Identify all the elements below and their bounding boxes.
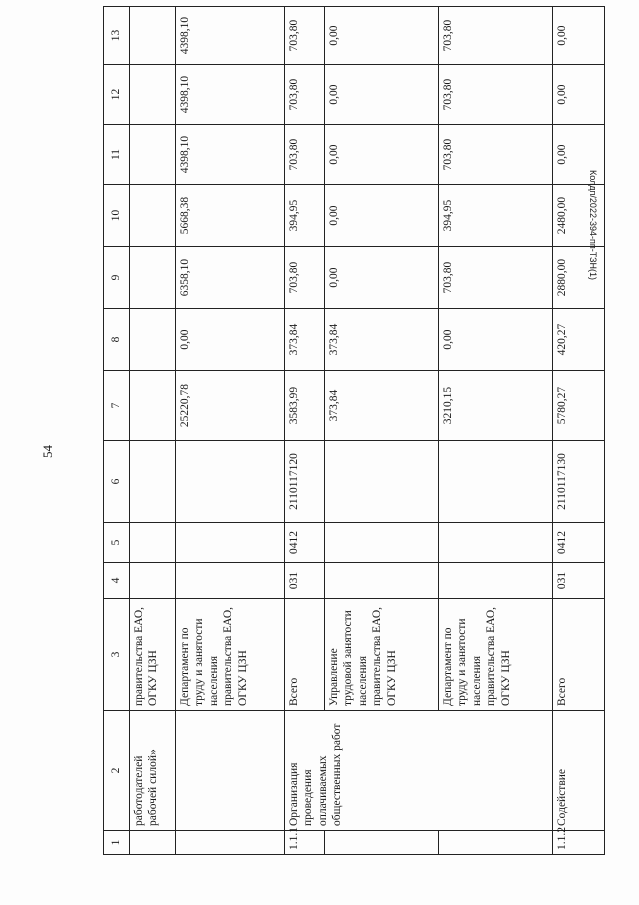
table-cell (130, 185, 176, 247)
table-row (553, 7, 605, 855)
table-cell: 3583,99 (285, 371, 325, 441)
table-cell: работодателей рабочей силой» (130, 711, 176, 831)
header-cell: 4 (104, 563, 130, 599)
table-cell: 0,00 (553, 65, 605, 125)
header-cell: 12 (104, 65, 130, 125)
header-cell: 10 (104, 185, 130, 247)
header-cell: 5 (104, 523, 130, 563)
table-cell: Всего (553, 599, 605, 711)
table-cell: 3210,15 (439, 371, 553, 441)
table-cell: 0,00 (439, 309, 553, 371)
table-cell: 2480,00 (553, 185, 605, 247)
table-cell: 394,95 (439, 185, 553, 247)
table-cell: Управление трудовой занятости населения правительства ЕАО, ОГКУ ЦЗН (325, 599, 439, 711)
table-cell (176, 831, 285, 855)
table-cell (176, 563, 285, 599)
table-cell: 4398,10 (176, 125, 285, 185)
table-cell (325, 441, 439, 523)
table-cell (130, 309, 176, 371)
table-cell: 703,80 (439, 7, 553, 65)
table-cell (130, 523, 176, 563)
table-cell: 0,00 (325, 7, 439, 65)
table-cell: Содействие (553, 711, 605, 831)
table-cell: 373,84 (285, 309, 325, 371)
table-cell: 703,80 (285, 247, 325, 309)
table-cell: 703,80 (285, 7, 325, 65)
table-cell (130, 125, 176, 185)
table-cell (176, 441, 285, 523)
table-cell: 1.1.2 (553, 831, 605, 855)
header-cell: 11 (104, 125, 130, 185)
table-cell: 25220,78 (176, 371, 285, 441)
table-row (176, 7, 285, 855)
header-cell: 13 (104, 7, 130, 65)
table-cell (176, 523, 285, 563)
table-cell: правительства ЕАО, ОГКУ ЦЗН (130, 599, 176, 711)
header-cell: 8 (104, 309, 130, 371)
table-cell (130, 7, 176, 65)
table-cell: 0,00 (325, 125, 439, 185)
table-cell (325, 831, 439, 855)
table-cell: 0,00 (325, 185, 439, 247)
table-cell: 2880,00 (553, 247, 605, 309)
table-cell: 0412 (285, 523, 325, 563)
table-cell (130, 831, 176, 855)
table-cell: 373,84 (325, 371, 439, 441)
table-cell: 4398,10 (176, 65, 285, 125)
header-cell: 9 (104, 247, 130, 309)
header-row (104, 7, 130, 855)
header-cell: 1 (104, 831, 130, 855)
table-cell: 2110117120 (285, 441, 325, 523)
table-cell: 6358,10 (176, 247, 285, 309)
page-number: 54 (40, 445, 55, 458)
header-cell: 7 (104, 371, 130, 441)
table-cell (130, 65, 176, 125)
table-cell (130, 563, 176, 599)
table-cell: 394,95 (285, 185, 325, 247)
table-row (285, 7, 325, 855)
table-cell (325, 523, 439, 563)
table-cell (325, 563, 439, 599)
table-cell (176, 711, 285, 831)
table-cell: 4398,10 (176, 7, 285, 65)
table-cell (130, 371, 176, 441)
table-cell: Департамент по труду и занятости населения правительства ЕАО, ОГКУ ЦЗН (176, 599, 285, 711)
table-row (130, 7, 176, 855)
table-cell: 0,00 (553, 125, 605, 185)
table-cell: Департамент по труду и занятости населения правительства ЕАО, ОГКУ ЦЗН (439, 599, 553, 711)
table-cell: 031 (553, 563, 605, 599)
budget-table (103, 6, 605, 855)
table-cell: 5668,38 (176, 185, 285, 247)
table-cell: 420,27 (553, 309, 605, 371)
table-cell: 0,00 (176, 309, 285, 371)
header-cell: 3 (104, 599, 130, 711)
table-cell: 031 (285, 563, 325, 599)
table-cell: 703,80 (439, 247, 553, 309)
table-cell (130, 247, 176, 309)
rotated-table-wrapper (103, 16, 604, 855)
header-cell: 2 (104, 711, 130, 831)
table-cell: 0,00 (553, 7, 605, 65)
table-cell (130, 441, 176, 523)
table-cell: Организация проведения оплачиваемых общественных работ (285, 711, 553, 831)
table-cell (439, 563, 553, 599)
table-cell: 703,80 (285, 65, 325, 125)
table-cell: 0,00 (325, 247, 439, 309)
table-cell: 703,80 (439, 125, 553, 185)
document-footer-code: Колдп/2022-394-пп-ТЗН(1) (588, 170, 598, 281)
table-cell: 703,80 (285, 125, 325, 185)
table-cell: 0,00 (325, 65, 439, 125)
table-cell: 373,84 (325, 309, 439, 371)
table-cell: 703,80 (439, 65, 553, 125)
table-cell: 1.1.1 (285, 831, 325, 855)
table-cell (439, 831, 553, 855)
table-cell (439, 441, 553, 523)
table-cell: 2110117130 (553, 441, 605, 523)
table-cell: 0412 (553, 523, 605, 563)
header-cell: 6 (104, 441, 130, 523)
table-cell: 5780,27 (553, 371, 605, 441)
table-cell (439, 523, 553, 563)
table-cell: Всего (285, 599, 325, 711)
